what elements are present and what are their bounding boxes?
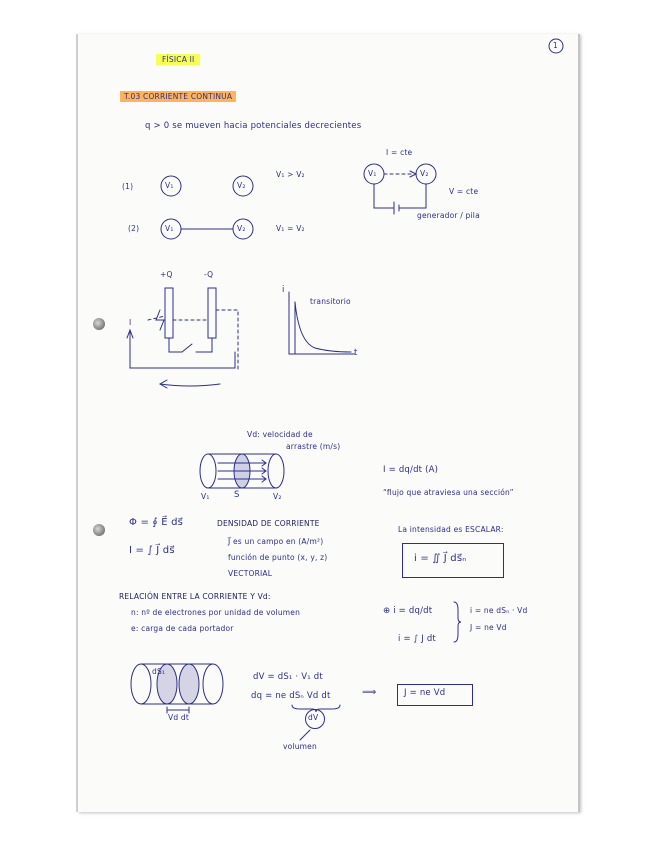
graph-y-label: i (282, 285, 285, 295)
section-title: T.03 CORRIENTE CONTINUA (120, 92, 236, 101)
current-integral-equation: I = ∫ J⃗ ds⃗ (129, 545, 175, 556)
section-s-label: S (234, 490, 240, 500)
case2-label: (2) (128, 224, 140, 233)
relation-brace (452, 600, 462, 644)
scalar-note: La intensidad es ESCALAR: (398, 525, 504, 534)
node-v2-a: V₂ (237, 181, 246, 190)
implies-arrow: ⟹ (362, 687, 377, 698)
node-v1-b: V₁ (165, 224, 174, 233)
i-integral-equation: i = ∫ J dt (398, 634, 436, 644)
capacitor-circuit-diagram (120, 280, 250, 395)
circuit-voltage-label: V = cte (449, 187, 479, 196)
minus-q-label: -Q (204, 270, 214, 279)
node-v2-b: V₂ (237, 224, 246, 233)
graph-x-label: t (354, 348, 358, 358)
circuit-node-v1: V₁ (368, 169, 377, 178)
current-definition: I = dq/dt (A) (383, 465, 439, 475)
intensity-boxed-equation: i = ∬ J⃗ ds⃗ₙ (414, 553, 467, 564)
vd-definition-line2: arrastre (m/s) (286, 442, 341, 451)
transient-current-graph (285, 292, 365, 362)
e-definition: e: carga de cada portador (131, 624, 234, 633)
density-line2: función de punto (x, y, z) (228, 553, 328, 562)
graph-caption: transitorio (310, 297, 351, 306)
flux-equation: Φ = ∮ E⃗ ds⃗ (129, 517, 184, 528)
dq-equation: dq = ne dSₙ Vd dt (251, 691, 331, 701)
volume-label: volumen (283, 742, 317, 751)
volume-element-diagram (127, 660, 237, 715)
length-label: Vd dt (168, 713, 189, 722)
dv-circle-label: dV (308, 713, 319, 722)
boxed-result: J = ne Vd (404, 688, 446, 698)
flux-quote: “flujo que atraviesa una sección” (383, 488, 514, 497)
circuit-generator-label: generador / pila (417, 211, 480, 220)
section-v2-label: V₂ (273, 492, 282, 501)
conductor-cylinder-diagram (196, 450, 296, 492)
punch-hole-top (93, 318, 105, 330)
capacitor-current-label: I (129, 318, 132, 327)
intro-statement: q > 0 se mueven hacia potenciales decrecientes (145, 121, 362, 131)
node-v1-a: V₁ (165, 181, 174, 190)
circuit-current-label: I = cte (386, 148, 413, 157)
relation-heading: RELACIÓN ENTRE LA CORRIENTE Y Vd: (119, 592, 271, 601)
ds-label: dS₁ (152, 667, 166, 676)
density-line1: J⃗ es un campo en (A/m²) (228, 537, 324, 546)
density-heading: DENSIDAD DE CORRIENTE (217, 519, 320, 528)
n-definition: n: nº de electrones por unidad de volumen (131, 608, 301, 617)
page-number: 1 (553, 41, 558, 50)
relation-result2: J = ne Vd (470, 623, 507, 632)
volume-pointer-arrow (296, 728, 316, 742)
i-dq-equation: ⊕ i = dq/dt (383, 606, 433, 616)
case1-relation: V₁ > V₂ (276, 170, 305, 179)
density-line3: VECTORIAL (228, 569, 273, 578)
relation-result1: i = ne dSₙ · Vd (470, 606, 528, 615)
vd-definition-line1: Vd: velocidad de (247, 430, 313, 439)
case2-relation: V₁ = V₂ (276, 224, 305, 233)
subject-tag: FÍSICA II (156, 55, 200, 64)
plus-q-label: +Q (160, 270, 173, 279)
case1-label: (1) (122, 182, 134, 191)
dv-equation: dV = dS₁ · V₁ dt (253, 672, 323, 682)
section-v1-label: V₁ (201, 492, 210, 501)
circuit-node-v2: V₂ (420, 169, 429, 178)
punch-hole-bottom (93, 524, 105, 536)
